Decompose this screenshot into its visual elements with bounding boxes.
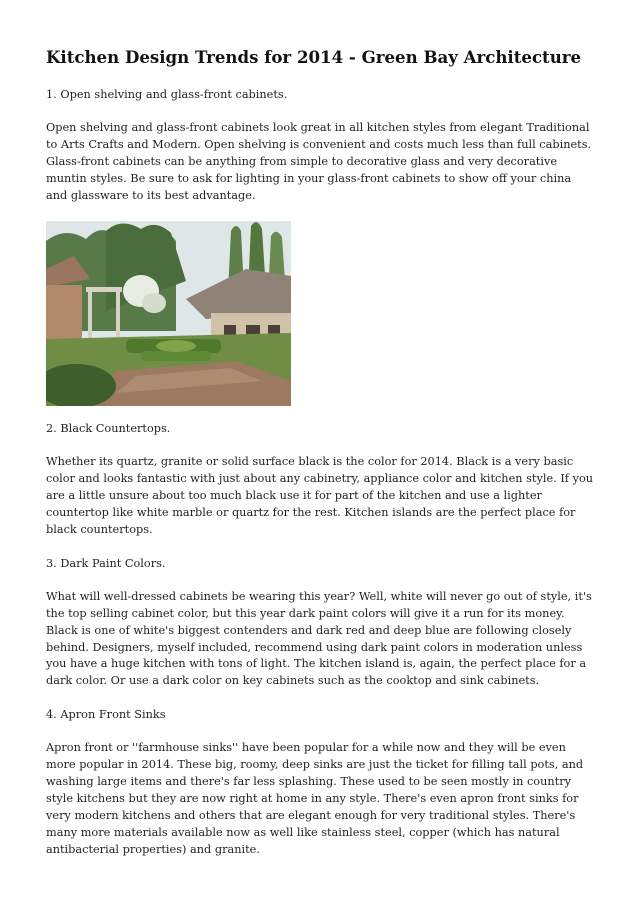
section-body-4: Apron front or ''farmhouse sinks'' have been popular for a while now and they will be even more popular in 2014. These big, roomy, deep sinks are just the ticket for filling tall pots, and washing large items and there's far less splashing. These used to be seen mostly in country style kitchens but they are now right at home in any style. There's even apron front sinks for very modern kitchens and others that are elegant enough for very traditional styles. There's many more materials available now as well like stainless steel, copper (which has natural antibacterial properties) and granite. bbox=[46, 741, 584, 856]
section-body-2: Whether its quartz, granite or solid surface black is the color for 2014. Black is a very basic color and looks fantastic with just about any cabinetry, appliance color and kitchen style. If you are a little unsure about too much black use it for part of the kitchen and use a lighter countertop like white marble or quartz for the rest. Kitchen islands are the perfect place for black countertops. bbox=[46, 455, 594, 536]
garden-photo bbox=[46, 221, 291, 406]
section-heading-4: 4. Apron Front Sinks bbox=[46, 708, 166, 722]
section-body-3: What will well-dressed cabinets be wearing this year? Well, white will never go out of style, it's the top selling cabinet color, but this year dark paint colors will give it a run for its money. Black is one of white's biggest contenders and dark red and deep blue are following closely behind. Designers, myself included, recommend using dark paint colors in moderation unless you have a huge kitchen with tons of light. The kitchen island is, again, the perfect place for a dark color. Or use a dark color on key cabinets such as the cooktop and sink cabinets. bbox=[46, 589, 592, 688]
section-heading-2: 2. Black Countertops. bbox=[46, 422, 171, 436]
section-heading-1: 1. Open shelving and glass-front cabinets. bbox=[46, 88, 288, 101]
document-content bbox=[46, 46, 594, 875]
section-heading-3: 3. Dark Paint Colors. bbox=[46, 556, 166, 570]
page-title: Kitchen Design Trends for 2014 - Green Bay Architecture bbox=[46, 47, 582, 67]
section-body-1: Open shelving and glass-front cabinets look great in all kitchen styles from elegant Traditional to Arts Crafts and Modern. Open shelving is convenient and costs much less than full cabinets. Glass-front cabinets can be anything from simple to decorative glass and very decorative muntin styles. Be sure to ask for lighting in your glass-front cabinets to show off your china and glassware to its best advantage. bbox=[46, 120, 592, 202]
